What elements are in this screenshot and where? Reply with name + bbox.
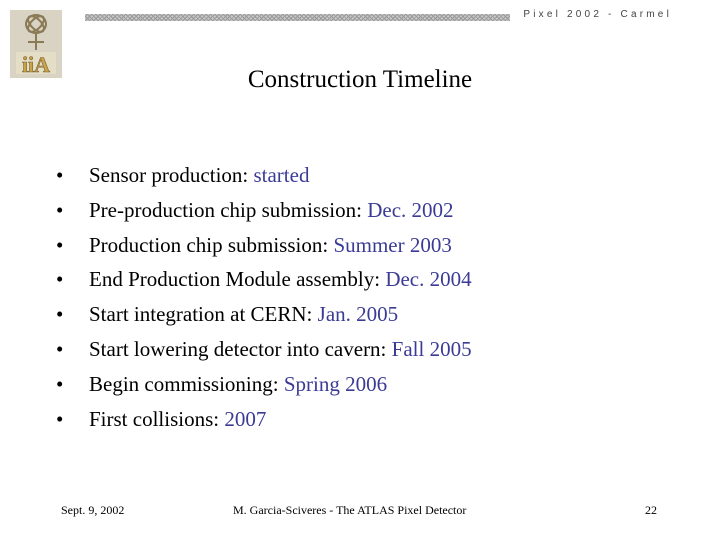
list-item <box>56 402 472 437</box>
item-value: Jan. 2005 <box>317 302 399 327</box>
page-number: 22 <box>645 503 657 517</box>
item-label: Sensor production: <box>89 163 254 187</box>
list-item <box>56 158 472 193</box>
item-label: First collisions: <box>89 406 225 431</box>
item-label: Production chip submission: <box>89 232 334 257</box>
slide-title: Construction Timeline <box>247 66 473 93</box>
item-value: Fall 2005 <box>391 336 472 361</box>
list-item <box>56 367 472 402</box>
item-label: End Production Module assembly: <box>89 267 386 292</box>
item-label: Start lowering detector into cavern: <box>89 336 392 361</box>
list-item <box>56 262 472 297</box>
footer-presenter: M. Garcia-Sciveres - The ATLAS Pixel Detector <box>233 503 467 517</box>
item-value: started <box>253 163 310 187</box>
bullet-icon: • <box>56 406 64 431</box>
timeline-list <box>56 158 472 436</box>
list-item <box>56 297 472 332</box>
item-value: 2007 <box>224 406 267 431</box>
bullet-icon: • <box>56 232 64 257</box>
bullet-icon: • <box>56 197 64 222</box>
bullet-icon: • <box>56 163 64 187</box>
bullet-icon: • <box>56 371 64 396</box>
bullet-icon: • <box>56 267 64 292</box>
item-label: Pre-production chip submission: <box>89 197 368 222</box>
item-value: Dec. 2002 <box>367 197 454 222</box>
list-item <box>56 193 472 228</box>
header-conference-text: Pixel 2002 - Carmel <box>523 9 672 20</box>
item-value: Summer 2003 <box>333 232 452 257</box>
svg-text:iiA: iiA <box>21 52 51 77</box>
item-value: Dec. 2004 <box>385 267 472 292</box>
bullet-icon: • <box>56 336 64 361</box>
item-value: Spring 2006 <box>283 371 388 396</box>
footer-date: Sept. 9, 2002 <box>61 503 125 517</box>
header-rule <box>85 14 510 21</box>
item-label: Start integration at CERN: <box>89 302 318 327</box>
list-item <box>56 332 472 367</box>
list-item <box>56 228 472 263</box>
item-label: Begin commissioning: <box>89 371 284 396</box>
bullet-icon: • <box>56 302 64 327</box>
